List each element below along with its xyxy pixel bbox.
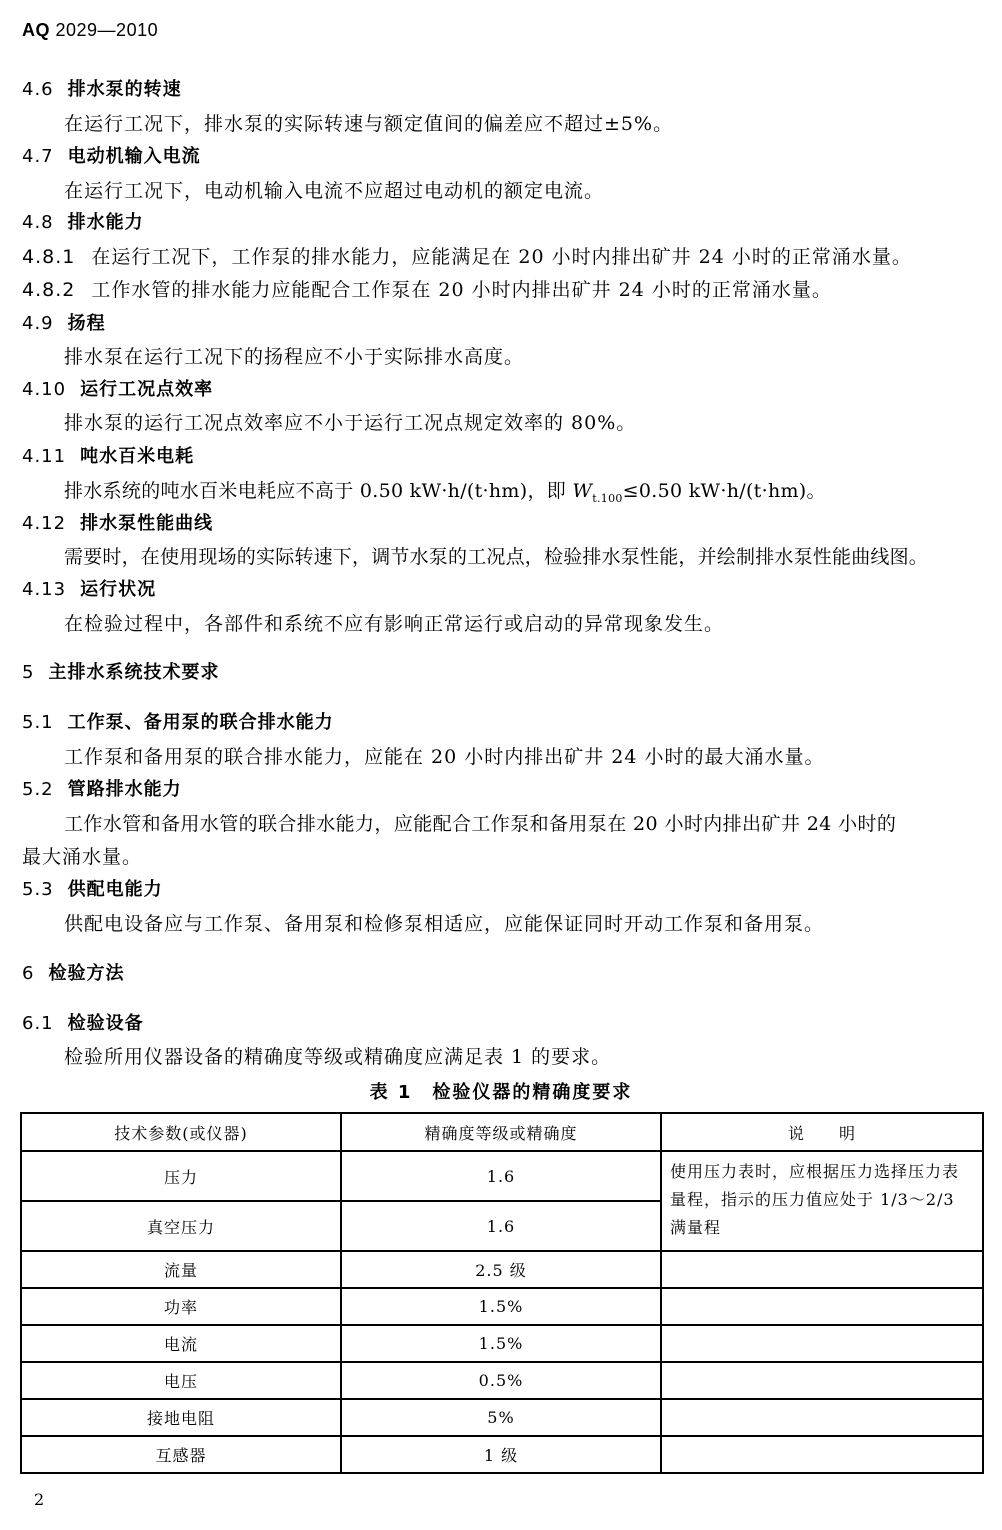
heading-6-1: 6.1 检验设备 — [22, 1013, 144, 1034]
paragraph-6-1: 检验所用仪器设备的精确度等级或精确度应满足表 1 的要求。 — [64, 1046, 612, 1068]
paragraph-4-10: 排水泵的运行工况点效率应不小于运行工况点规定效率的 80%。 — [64, 412, 637, 434]
heading-4-10: 4.10 运行工况点效率 — [22, 379, 214, 400]
table-caption: 表 1 检验仪器的精确度要求 — [369, 1082, 633, 1103]
param-cell: 电压 — [21, 1362, 341, 1399]
page-number: 2 — [34, 1490, 45, 1509]
standard-code: 2029—2010 — [55, 20, 159, 40]
table-row — [21, 1436, 983, 1473]
accuracy-cell: 1 级 — [341, 1436, 661, 1473]
heading-4-8: 4.8 排水能力 — [22, 212, 144, 233]
param-cell: 压力 — [21, 1151, 341, 1201]
param-cell: 功率 — [21, 1288, 341, 1325]
heading-5-2: 5.2 管路排水能力 — [22, 779, 182, 800]
notes-cell: 使用压力表时，应根据压力选择压力表量程，指示的压力值应处于 1/3～2/3 满量程 — [661, 1151, 983, 1251]
notes-cell-empty — [661, 1399, 983, 1436]
heading-4-6: 4.6 排水泵的转速 — [22, 79, 182, 100]
table-header-row — [21, 1113, 983, 1151]
paragraph-4-9: 排水泵在运行工况下的扬程应不小于实际排水高度。 — [64, 346, 525, 368]
paragraph-5-2-line-2: 最大涌水量。 — [22, 846, 143, 868]
accuracy-cell: 1.6 — [341, 1201, 661, 1251]
accuracy-cell: 0.5% — [341, 1362, 661, 1399]
paragraph-5-2-line-1: 工作水管和备用水管的联合排水能力，应能配合工作泵和备用泵在 20 小时内排出矿井 24 小时的 — [64, 813, 897, 835]
column-header-notes: 说 明 — [661, 1113, 983, 1151]
heading-4-11: 4.11 吨水百米电耗 — [22, 446, 195, 467]
heading-5-3: 5.3 供配电能力 — [22, 879, 163, 900]
param-cell: 电流 — [21, 1325, 341, 1362]
paragraph-4-12: 需要时，在使用现场的实际转速下，调节水泵的工况点，检验排水泵性能，并绘制排水泵性能曲线图。 — [64, 546, 929, 568]
standard-prefix: AQ — [22, 20, 50, 40]
paragraph-4-13: 在检验过程中，各部件和系统不应有影响正常运行或启动的异常现象发生。 — [64, 613, 725, 635]
param-cell: 真空压力 — [21, 1201, 341, 1251]
table-row — [21, 1325, 983, 1362]
table-row — [21, 1251, 983, 1288]
notes-cell-empty — [661, 1436, 983, 1473]
accuracy-cell: 2.5 级 — [341, 1251, 661, 1288]
paragraph-5-1: 工作泵和备用泵的联合排水能力，应能在 20 小时内排出矿井 24 小时的最大涌水量。 — [64, 746, 825, 768]
paragraph-4-7: 在运行工况下，电动机输入电流不应超过电动机的额定电流。 — [64, 180, 605, 202]
notes-cell-empty — [661, 1325, 983, 1362]
accuracy-cell: 1.5% — [341, 1325, 661, 1362]
heading-5-1: 5.1 工作泵、备用泵的联合排水能力 — [22, 712, 334, 733]
accuracy-table — [20, 1112, 984, 1474]
paragraph-4-11: 排水系统的吨水百米电耗应不高于 0.50 kW·h/(t·hm)，即 $W_{t.100}\le 0.50$ kW·h/(t·hm)。 — [64, 480, 826, 505]
column-header-parameter: 技术参数(或仪器) — [21, 1113, 341, 1151]
notes-cell-empty — [661, 1251, 983, 1288]
notes-cell-empty — [661, 1288, 983, 1325]
document-header — [22, 20, 158, 41]
param-cell: 流量 — [21, 1251, 341, 1288]
notes-cell-empty — [661, 1362, 983, 1399]
energy-symbol: W — [572, 480, 593, 502]
column-header-accuracy: 精确度等级或精确度 — [341, 1113, 661, 1151]
clause-4-8-2: 4.8.2 工作水管的排水能力应能配合工作泵在 20 小时内排出矿井 24 小时的正常涌水量。 — [22, 279, 832, 301]
heading-4-13: 4.13 运行状况 — [22, 579, 157, 600]
energy-symbol-subscript: t.100 — [592, 491, 623, 505]
accuracy-cell: 1.5% — [341, 1288, 661, 1325]
table-row — [21, 1362, 983, 1399]
accuracy-cell: 1.6 — [341, 1151, 661, 1201]
heading-6: 6 检验方法 — [22, 963, 125, 984]
param-cell: 接地电阻 — [21, 1399, 341, 1436]
param-cell: 互感器 — [21, 1436, 341, 1473]
heading-5: 5 主排水系统技术要求 — [22, 662, 220, 683]
table-row — [21, 1151, 983, 1201]
paragraph-5-3: 供配电设备应与工作泵、备用泵和检修泵相适应，应能保证同时开动工作泵和备用泵。 — [64, 913, 825, 935]
accuracy-cell: 5% — [341, 1399, 661, 1436]
heading-4-7: 4.7 电动机输入电流 — [22, 146, 201, 167]
table-row — [21, 1399, 983, 1436]
paragraph-4-6: 在运行工况下，排水泵的实际转速与额定值间的偏差应不超过±5%。 — [64, 113, 674, 135]
clause-4-8-1: 4.8.1 在运行工况下，工作泵的排水能力，应能满足在 20 小时内排出矿井 24 小时的正常涌水量。 — [22, 246, 912, 268]
heading-4-12: 4.12 排水泵性能曲线 — [22, 513, 214, 534]
heading-4-9: 4.9 扬程 — [22, 313, 106, 334]
table-row — [21, 1288, 983, 1325]
